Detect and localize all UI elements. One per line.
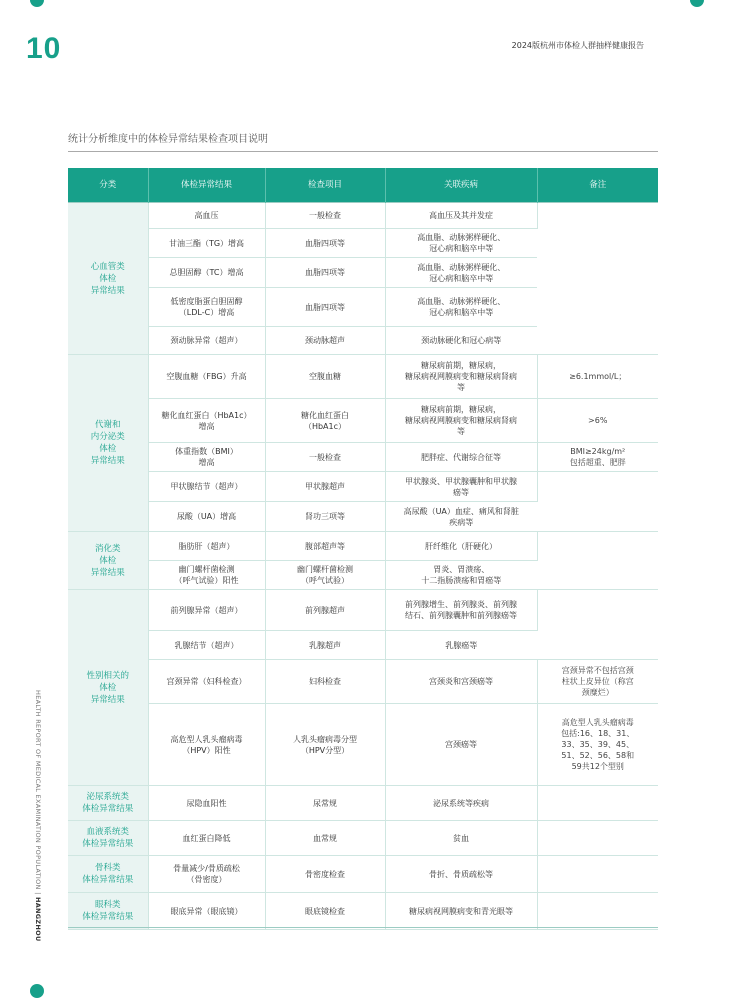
header-disease: 关联疾病 [385,168,537,203]
note-cell [537,856,658,893]
exam-cell: 腹部超声等 [265,532,385,561]
table-row [68,786,658,821]
result-cell: 甘油三酯（TG）增高 [148,229,265,258]
side-caption-text: HEALTH REPORT OF MEDICAL EXAMINATION POPULATION [34,690,42,890]
disease-cell: 肝纤维化（肝硬化） [385,532,537,561]
table-row [68,821,658,856]
disease-cell: 骨折、骨质疏松等 [385,856,537,893]
table-header-row [68,168,658,203]
exam-cell: 骨密度检查 [265,856,385,893]
report-title: 2024版杭州市体检人群抽样健康报告 [511,41,644,50]
note-cell: BMI≥24kg/m² 包括超重、肥胖 [537,443,658,472]
exam-cell: 肾功三项等 [265,502,385,532]
exam-cell: 颈动脉超声 [265,327,385,355]
decor-dot-top-left [30,0,44,7]
category-cell: 骨科类 体检异常结果 [68,856,148,893]
result-cell: 骨量减少/骨质疏松 （骨密度） [148,856,265,893]
note-cell [537,203,658,355]
disease-cell: 高血脂、动脉粥样硬化、 冠心病和脑卒中等 [385,288,537,327]
exam-cell: 血脂四项等 [265,229,385,258]
side-caption: HEALTH REPORT OF MEDICAL EXAMINATION POPULATION | HANGZHOU [34,690,42,942]
category-cell: 消化类 体检 异常结果 [68,532,148,590]
exam-cell: 血脂四项等 [265,288,385,327]
category-cell: 心血管类 体检 异常结果 [68,203,148,355]
exam-cell: 眼底镜检查 [265,893,385,930]
decor-dot-bottom-left [30,984,44,998]
table-row [68,704,658,786]
side-caption-city: HANGZHOU [34,896,42,942]
exam-cell: 甲状腺超声 [265,472,385,502]
disease-cell: 糖尿病前期，糖尿病， 糖尿病视网膜病变和糖尿病肾病 等 [385,355,537,399]
category-cell: 代谢和 内分泌类 体检 异常结果 [68,355,148,532]
disease-cell: 贫血 [385,821,537,856]
note-cell: 宫颈异常不包括宫颈 柱状上皮异位（称宫 颈糜烂） [537,660,658,704]
disease-cell: 糖尿病视网膜病变和青光眼等 [385,893,537,930]
table-row [68,355,658,399]
result-cell: 糖化血红蛋白（HbA1c） 增高 [148,399,265,443]
disease-cell: 泌尿系统等疾病 [385,786,537,821]
disease-cell: 肥胖症、代谢综合征等 [385,443,537,472]
table-row [68,443,658,472]
note-cell [537,786,658,821]
table-row [68,203,658,229]
table-bottom-rule [68,927,658,928]
result-cell: 高血压 [148,203,265,229]
exam-cell: 一般检查 [265,443,385,472]
result-cell: 尿隐血阳性 [148,786,265,821]
decor-dot-top-right [690,0,704,7]
exam-cell: 血脂四项等 [265,258,385,288]
exam-cell: 人乳头瘤病毒分型 （HPV分型） [265,704,385,786]
disease-cell: 高血压及其并发症 [385,203,537,229]
table-row [68,660,658,704]
header-exam: 检查项目 [265,168,385,203]
note-cell [537,893,658,930]
exam-cell: 幽门螺杆菌检测 （呼气试验） [265,561,385,590]
exam-cell: 妇科检查 [265,660,385,704]
header-category: 分类 [68,168,148,203]
disease-cell: 高血脂、动脉粥样硬化、 冠心病和脑卒中等 [385,229,537,258]
exam-items-table [68,168,658,930]
result-cell: 前列腺异常（超声） [148,590,265,631]
table-row [68,472,658,502]
exam-cell: 尿常规 [265,786,385,821]
result-cell: 脂肪肝（超声） [148,532,265,561]
category-cell: 泌尿系统类 体检异常结果 [68,786,148,821]
category-cell: 性别相关的 体检 异常结果 [68,590,148,786]
result-cell: 颈动脉异常（超声） [148,327,265,355]
disease-cell: 胃炎、胃溃疡、 十二指肠溃疡和胃癌等 [385,561,537,590]
note-cell [537,532,658,590]
result-cell: 空腹血糖（FBG）升高 [148,355,265,399]
note-cell: >6% [537,399,658,443]
result-cell: 宫颈异常（妇科检查） [148,660,265,704]
result-cell: 眼底异常（眼底镜） [148,893,265,930]
section-divider [68,151,658,152]
disease-cell: 高尿酸（UA）血症、痛风和肾脏 疾病等 [385,502,537,532]
disease-cell: 颈动脉硬化和冠心病等 [385,327,537,355]
category-cell: 血液系统类 体检异常结果 [68,821,148,856]
result-cell: 甲状腺结节（超声） [148,472,265,502]
note-cell [537,821,658,856]
table-row [68,399,658,443]
category-cell: 眼科类 体检异常结果 [68,893,148,930]
header-result: 体检异常结果 [148,168,265,203]
note-cell: ≥6.1mmol/L； [537,355,658,399]
result-cell: 低密度脂蛋白胆固醇 （LDL-C）增高 [148,288,265,327]
disease-cell: 宫颈癌等 [385,704,537,786]
section-title: 统计分析维度中的体检异常结果检查项目说明 [68,134,268,145]
note-cell [537,590,658,660]
disease-cell: 乳腺癌等 [385,631,537,660]
table-row [68,590,658,631]
table-row [68,893,658,930]
exam-cell: 一般检查 [265,203,385,229]
disease-cell: 糖尿病前期，糖尿病， 糖尿病视网膜病变和糖尿病肾病 等 [385,399,537,443]
table-row [68,532,658,561]
exam-cell: 血常规 [265,821,385,856]
disease-cell: 前列腺增生、前列腺炎、前列腺 结石、前列腺囊肿和前列腺癌等 [385,590,537,631]
disease-cell: 甲状腺炎、甲状腺囊肿和甲状腺 癌等 [385,472,537,502]
result-cell: 血红蛋白降低 [148,821,265,856]
exam-cell: 糖化血红蛋白 （HbA1c） [265,399,385,443]
result-cell: 乳腺结节（超声） [148,631,265,660]
result-cell: 尿酸（UA）增高 [148,502,265,532]
result-cell: 体重指数（BMI） 增高 [148,443,265,472]
disease-cell: 宫颈炎和宫颈癌等 [385,660,537,704]
disease-cell: 高血脂、动脉粥样硬化、 冠心病和脑卒中等 [385,258,537,288]
exam-cell: 前列腺超声 [265,590,385,631]
header-note: 备注 [537,168,658,203]
note-cell [537,472,658,532]
table-row [68,856,658,893]
page-number: 10 [26,32,62,65]
result-cell: 幽门螺杆菌检测 （呼气试验）阳性 [148,561,265,590]
exam-cell: 乳腺超声 [265,631,385,660]
result-cell: 总胆固醇（TC）增高 [148,258,265,288]
note-cell: 高危型人乳头瘤病毒 包括:16、18、31、 33、35、39、45、 51、52、56、58和 59共12个型别 [537,704,658,786]
result-cell: 高危型人乳头瘤病毒 （HPV）阳性 [148,704,265,786]
exam-cell: 空腹血糖 [265,355,385,399]
